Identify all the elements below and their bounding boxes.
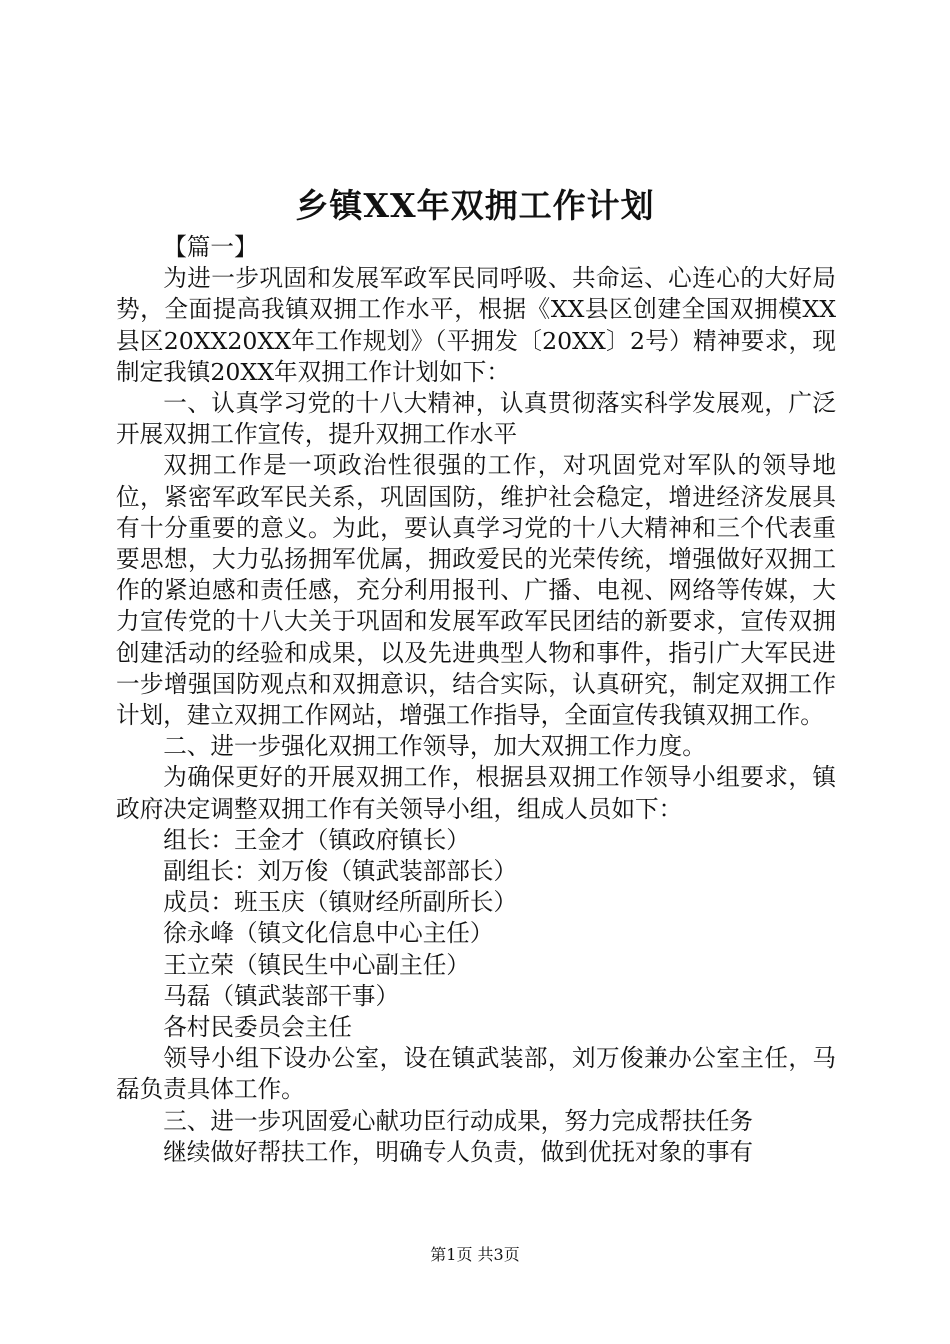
page-number: 第1页 共3页 bbox=[430, 1245, 520, 1264]
section-2-paragraph: 为确保更好的开展双拥工作，根据县双拥工作领导小组要求，镇政府决定调整双拥工作有关领导小组，组成人员如下： bbox=[116, 763, 836, 823]
member-line: 马磊（镇武装部干事） bbox=[163, 981, 400, 1010]
member-line: 成员：班玉庆（镇财经所副所长） bbox=[163, 888, 518, 917]
document-title: 乡镇XX年双拥工作计划 bbox=[295, 186, 655, 225]
intro-paragraph: 为进一步巩固和发展军政军民同呼吸、共命运、心连心的大好局势，全面提高我镇双拥工作水平，根据《XX县区创建全国双拥模XX县区20XX20XX年工作规划》（平拥发〔20XX〕2号）精神要求，现制定我镇20XX年双拥工作计划如下： bbox=[116, 264, 836, 386]
section-marker: 【篇一】 bbox=[163, 233, 258, 261]
office-paragraph: 领导小组下设办公室，设在镇武装部，刘万俊兼办公室主任，马磊负责具体工作。 bbox=[116, 1044, 836, 1104]
section-heading-1: 一、认真学习党的十八大精神，认真贯彻落实科学发展观，广泛开展双拥工作宣传，提升双拥工作水平 bbox=[116, 389, 836, 449]
section-3-paragraph: 继续做好帮扶工作，明确专人负责，做到优抚对象的事有 bbox=[163, 1137, 754, 1166]
section-heading-3: 三、进一步巩固爱心献功臣行动成果，努力完成帮扶任务 bbox=[163, 1106, 754, 1135]
document-body bbox=[116, 232, 836, 1168]
section-heading-2: 二、进一步强化双拥工作领导，加大双拥工作力度。 bbox=[163, 732, 706, 761]
member-line: 徐永峰（镇文化信息中心主任） bbox=[163, 919, 494, 948]
member-line: 副组长：刘万俊（镇武装部部长） bbox=[163, 857, 518, 886]
section-1-paragraph: 双拥工作是一项政治性很强的工作，对巩固党对军队的领导地位，紧密军政军民关系，巩固国防，维护社会稳定，增进经济发展具有十分重要的意义。为此，要认真学习党的十八大精神和三个代表重要思想，大力弘扬拥军优属，拥政爱民的光荣传统，增强做好双拥工作的紧迫感和责任感，充分利用报刊、广播、电视、网络等传媒，大力宣传党的十八大关于巩固和发展军政军民团结的新要求，宣传双拥创建活动的经验和成果，以及先进典型人物和事件，指引广大军民进一步增强国防观点和双拥意识，结合实际，认真研究，制定双拥工作计划，建立双拥工作网站，增强工作指导，全面宣传我镇双拥工作。 bbox=[116, 451, 836, 730]
member-line: 各村民委员会主任 bbox=[163, 1013, 352, 1042]
member-line: 组长：王金才（镇政府镇长） bbox=[163, 825, 470, 854]
member-line: 王立荣（镇民生中心副主任） bbox=[163, 950, 470, 979]
